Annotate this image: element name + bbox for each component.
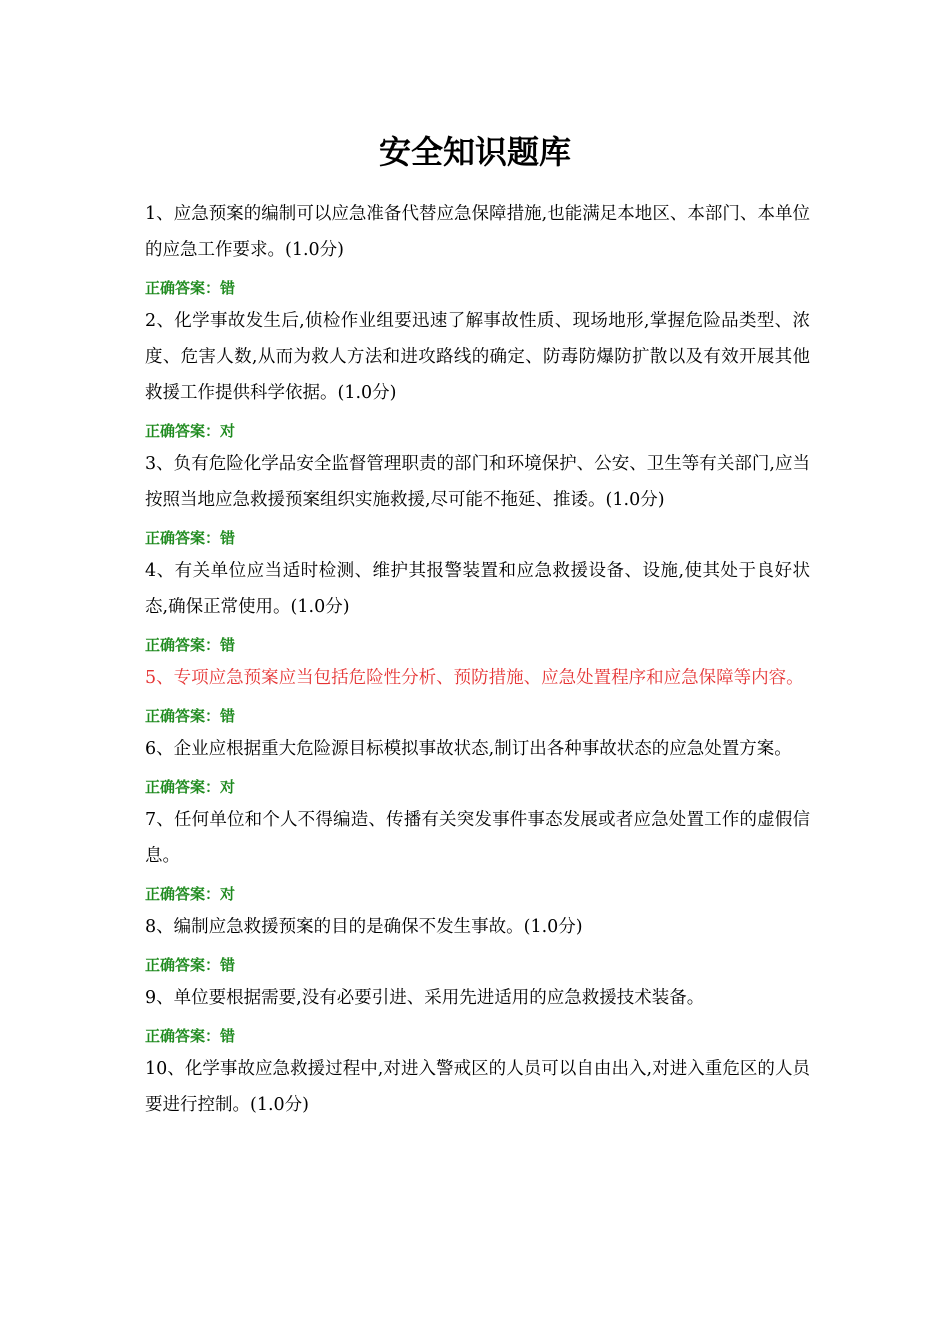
answer-prefix: 正确答案：: [145, 956, 221, 974]
answer-line: [145, 278, 810, 298]
answer-line: [145, 528, 810, 548]
answer-value: 错: [220, 1027, 236, 1045]
answer-line: [145, 955, 810, 975]
answer-prefix: 正确答案：: [145, 422, 221, 440]
answer-prefix: 正确答案：: [145, 636, 221, 654]
answer-value: 对: [220, 885, 236, 903]
page-title: 安全知识题库: [378, 133, 571, 171]
answer-line: [145, 421, 810, 441]
answer-value: 错: [220, 529, 236, 547]
answer-value: 错: [220, 636, 236, 654]
answer-prefix: 正确答案：: [145, 529, 221, 547]
question-text: 1、应急预案的编制可以应急准备代替应急保障措施,也能满足本地区、本部门、本单位的应急工作要求。(1.0分): [145, 204, 810, 260]
question-text: 9、单位要根据需要,没有必要引进、采用先进适用的应急救援技术装备。: [145, 988, 705, 1008]
answer-line: [145, 706, 810, 726]
question-text: 7、任何单位和个人不得编造、传播有关突发事件事态发展或者应急处置工作的虚假信息。: [145, 810, 810, 866]
question-text: 2、化学事故发生后,侦检作业组要迅速了解事故性质、现场地形,掌握危险品类型、浓度、危害人数,从而为救人方法和进攻路线的确定、防毒防爆防扩散以及有效开展其他救援工作提供科学依据。(1.0分): [145, 311, 810, 403]
answer-prefix: 正确答案：: [145, 778, 221, 796]
question-text: 6、企业应根据重大危险源目标模拟事故状态,制订出各种事故状态的应急处置方案。: [145, 739, 792, 759]
question-text: 3、负有危险化学品安全监督管理职责的部门和环境保护、公安、卫生等有关部门,应当按照当地应急救援预案组织实施救援,尽可能不拖延、推诿。(1.0分): [145, 454, 810, 510]
answer-line: [145, 777, 810, 797]
answer-prefix: 正确答案：: [145, 885, 221, 903]
answer-line: [145, 884, 810, 904]
question-text: 8、编制应急救援预案的目的是确保不发生事故。(1.0分): [145, 917, 583, 937]
answer-value: 错: [220, 279, 236, 297]
answer-value: 错: [220, 707, 236, 725]
answer-line: [145, 1026, 810, 1046]
answer-line: [145, 635, 810, 655]
answer-value: 对: [220, 422, 236, 440]
answer-value: 对: [220, 778, 236, 796]
question-text-highlighted: 5、专项应急预案应当包括危险性分析、预防措施、应急处置程序和应急保障等内容。: [145, 668, 804, 688]
answer-value: 错: [220, 956, 236, 974]
question-text: 4、有关单位应当适时检测、维护其报警装置和应急救援设备、设施,使其处于良好状态,确保正常使用。(1.0分): [145, 561, 810, 617]
question-list: [145, 196, 810, 1123]
answer-prefix: 正确答案：: [145, 1027, 221, 1045]
question-text: 10、化学事故应急救援过程中,对进入警戒区的人员可以自由出入,对进入重危区的人员要进行控制。(1.0分): [145, 1059, 810, 1115]
answer-prefix: 正确答案：: [145, 279, 221, 297]
answer-prefix: 正确答案：: [145, 707, 221, 725]
